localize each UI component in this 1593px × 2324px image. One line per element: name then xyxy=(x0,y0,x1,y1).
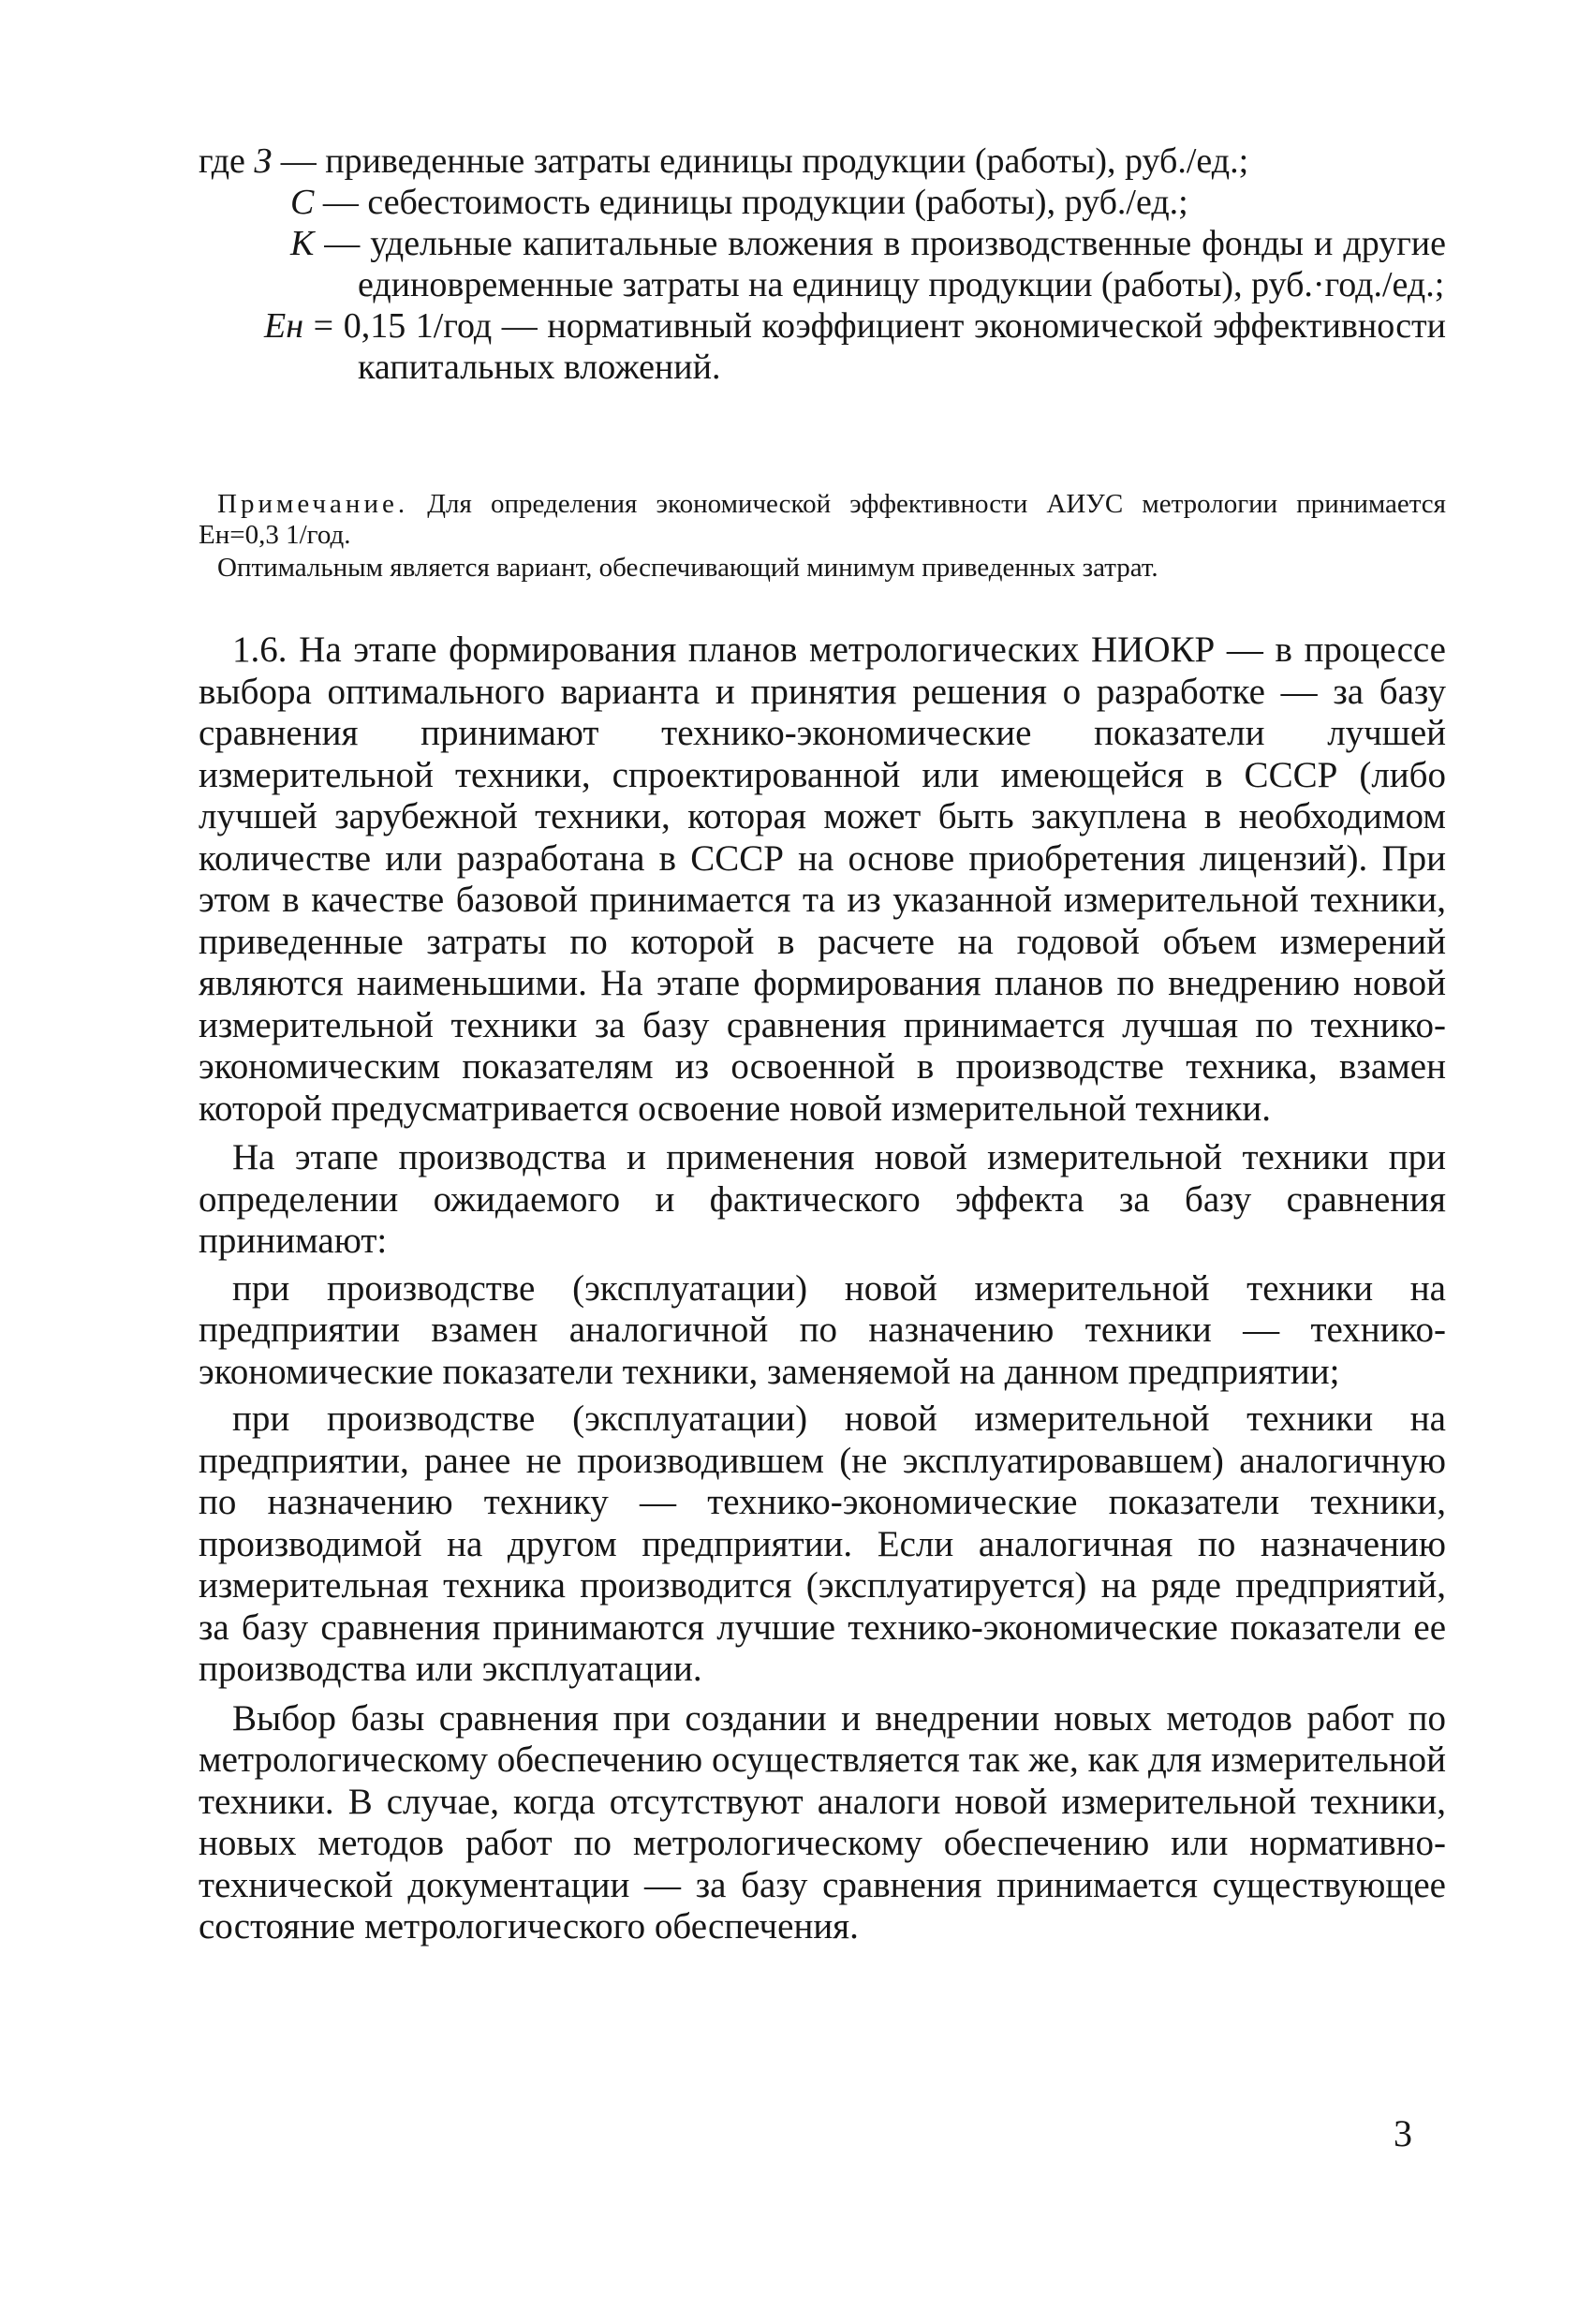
legend-text-k: — удельные капитальные вложения в производственные фонды и другие единовременные затраты на единицу продукции (работы), руб.·год./ед.; xyxy=(324,224,1447,304)
note-line-1: Для определения экономической эффективности АИУС метрологии принимается Eн=0,3 1/год. xyxy=(199,489,1446,550)
note-block xyxy=(199,489,1446,584)
paragraph-same-enterprise: при производстве (эксплуатации) новой измерительной техники на предприятии взамен аналогичной по назначению техники — технико-экономические показатели техники, заменяемой на данном предприятии; xyxy=(199,1267,1446,1392)
legend-symbol-en: Eн xyxy=(264,306,304,346)
legend-where-word: где xyxy=(199,141,245,181)
note-heading: Примечание. xyxy=(217,489,409,519)
legend-text-c: — себестоимость единицы продукции (работы), руб./ед.; xyxy=(322,183,1188,222)
legend-item-c xyxy=(199,182,1446,223)
paragraph-methods-base: Выбор базы сравнения при создании и внедрении новых методов работ по метрологическому обеспечению осуществляется так же, как для измерительной техники. В случае, когда отсутствуют аналоги новой измерительной техники, новых методов работ по метрологическому обеспечению или нормативно-технической документации — за базу сравнения принимается существующее состояние метрологического обеспечения. xyxy=(199,1697,1446,1947)
note-paragraph-2: Оптимальным является вариант, обеспечивающий минимум приведенных затрат. xyxy=(217,553,1158,583)
legend-text-z: — приведенные затраты единицы продукции (работы), руб./ед.; xyxy=(280,141,1249,181)
legend-symbol-k: К xyxy=(290,224,315,263)
paragraph-production-stage: На этапе производства и применения новой измерительной техники при определении ожидаемого и фактического эффекта за базу сравнения принимают: xyxy=(199,1137,1446,1261)
paragraph-new-enterprise: при производстве (эксплуатации) новой измерительной техники на предприятии, ранее не производившем (не эксплуатировавшем) аналогичную по назначению технику — технико-экономические показатели техники, производимой на другом предприятии. Если аналогичная по назначению измерительная техника производится (эксплуатируется) на ряде предприятий, за базу сравнения принимаются лучшие технико-экономические показатели ее производства или эксплуатации. xyxy=(199,1399,1446,1689)
legend-text-en: = 0,15 1/год — нормативный коэффициент экономической эффективности капитальных вложений. xyxy=(313,306,1446,387)
page-number: 3 xyxy=(1394,2112,1412,2154)
legend-item-z xyxy=(199,141,1446,182)
paragraph-1-6: 1.6. На этапе формирования планов метрологических НИОКР — в процессе выбора оптимального варианта и принятия решения о разработке — за базу сравнения принимают технико-экономические показатели лучшей измерительной техники, спроектированной или имеющейся в СССР (либо лучшей зарубежной техники, которая может быть закуплена в необходимом количестве или разработана в СССР на основе приобретения лицензий). При этом в качестве базовой принимается та из указанной измерительной техники, приведенные затраты по которой в расчете на годовой объем измерений являются наименьшими. На этапе формирования планов по внедрению новой измерительной техники за базу сравнения принимается лучшая по технико-экономическим показателям из освоенной в производстве техника, взамен которой предусматривается освоение новой измерительной техники. xyxy=(199,629,1446,1129)
main-text xyxy=(199,629,1446,1948)
legend-item-en xyxy=(199,305,1446,388)
legend-symbol-c: С xyxy=(290,183,315,222)
legend-symbol-z: З xyxy=(254,141,273,181)
symbol-legend xyxy=(199,141,1446,388)
legend-item-k xyxy=(199,223,1446,305)
note-paragraph-1 xyxy=(199,489,1446,551)
